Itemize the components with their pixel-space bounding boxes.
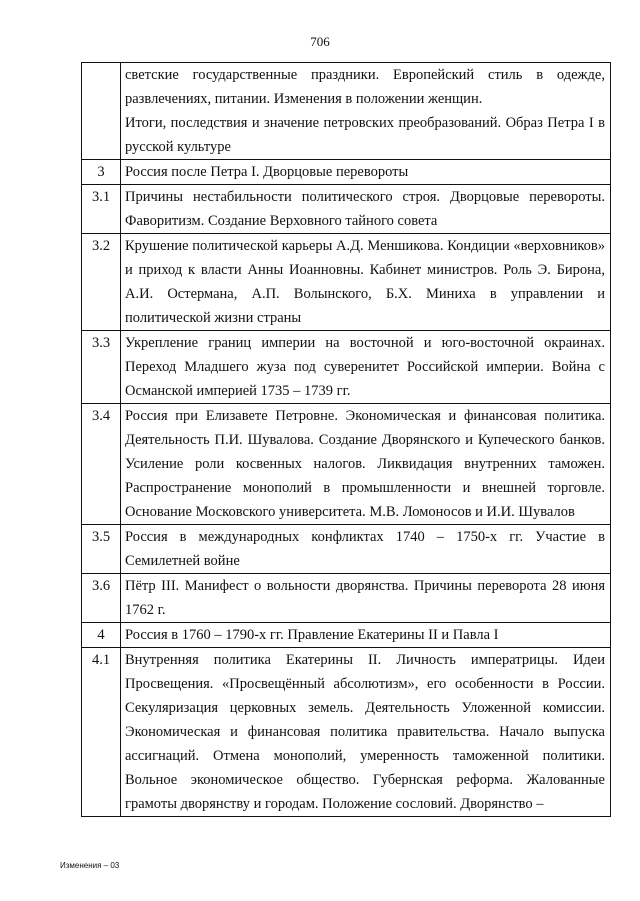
section-number: 3.2 xyxy=(82,234,121,331)
table-row xyxy=(82,160,611,185)
section-topic xyxy=(121,574,611,623)
table-row xyxy=(82,331,611,404)
topic-paragraph: Укрепление границ империи на восточной и юго-восточной окраинах. Переход Младшего жуза под суверенитет Российской империи. Война с Османской империей 1735 – 1739 гг. xyxy=(125,335,605,399)
section-topic xyxy=(121,623,611,648)
topic-paragraph: Причины нестабильности политического строя. Дворцовые перевороты. Фаворитизм. Создание Верховного тайного совета xyxy=(125,189,605,229)
table-row xyxy=(82,623,611,648)
topic-paragraph: Внутренняя политика Екатерины II. Личность императрицы. Идеи Просвещения. «Просвещённый абсолютизм», его особенности в России. Секуляризация церковных земель. Деятельность Уложенной комиссии. Экономическая и финансовая политика правительства. Начало выпуска ассигнаций. Отмена монополий, умеренность таможенной политики. Вольное экономическое общество. Губернская реформа. Жалованные грамоты дворянству и городам. Положение сословий. Дворянство – xyxy=(125,652,605,812)
section-topic xyxy=(121,525,611,574)
topic-paragraph: Россия после Петра I. Дворцовые перевороты xyxy=(125,164,409,180)
section-number: 4 xyxy=(82,623,121,648)
page-number: 706 xyxy=(310,34,330,49)
topic-paragraph: Итоги, последствия и значение петровских преобразований. Образ Петра I в русской культуре xyxy=(125,115,605,155)
curriculum-table xyxy=(81,62,611,817)
table-row xyxy=(82,234,611,331)
section-number: 3.1 xyxy=(82,185,121,234)
table-row xyxy=(82,574,611,623)
section-number: 3.4 xyxy=(82,404,121,525)
topic-paragraph: светские государственные праздники. Европейский стиль в одежде, развлечениях, питании. Изменения в положении женщин. xyxy=(125,67,605,107)
section-topic xyxy=(121,160,611,185)
section-number: 3.3 xyxy=(82,331,121,404)
section-topic xyxy=(121,63,611,160)
table-row xyxy=(82,525,611,574)
section-number: 3.6 xyxy=(82,574,121,623)
section-number: 3.5 xyxy=(82,525,121,574)
topic-paragraph: Крушение политической карьеры А.Д. Меншикова. Кондиции «верховников» и приход к власти Анны Иоанновны. Кабинет министров. Роль Э. Бирона, А.И. Остермана, А.П. Волынского, Б.Х. Миниха в управлении и политической жизни страны xyxy=(125,238,605,326)
table-row xyxy=(82,404,611,525)
topic-paragraph: Пётр III. Манифест о вольности дворянства. Причины переворота 28 июня 1762 г. xyxy=(125,578,605,618)
section-topic xyxy=(121,331,611,404)
section-number: 3 xyxy=(82,160,121,185)
table-row xyxy=(82,185,611,234)
topic-paragraph: Россия в 1760 – 1790-х гг. Правление Екатерины II и Павла I xyxy=(125,627,499,643)
section-number: 4.1 xyxy=(82,648,121,817)
section-topic xyxy=(121,234,611,331)
section-topic xyxy=(121,185,611,234)
table-row xyxy=(82,63,611,160)
table-row xyxy=(82,648,611,817)
section-number xyxy=(82,63,121,160)
section-topic xyxy=(121,648,611,817)
footer-revision-note: Изменения – 03 xyxy=(60,861,120,870)
topic-paragraph: Россия при Елизавете Петровне. Экономическая и финансовая политика. Деятельность П.И. Шувалова. Создание Дворянского и Купеческого банков. Усиление роли косвенных налогов. Ликвидация внутренних таможен. Распространение монополий в промышленности и внешней торговле. Основание Московского университета. М.В. Ломоносов и И.И. Шувалов xyxy=(125,408,605,520)
topic-paragraph: Россия в международных конфликтах 1740 – 1750-х гг. Участие в Семилетней войне xyxy=(125,529,605,569)
table-body xyxy=(82,63,611,817)
section-topic xyxy=(121,404,611,525)
